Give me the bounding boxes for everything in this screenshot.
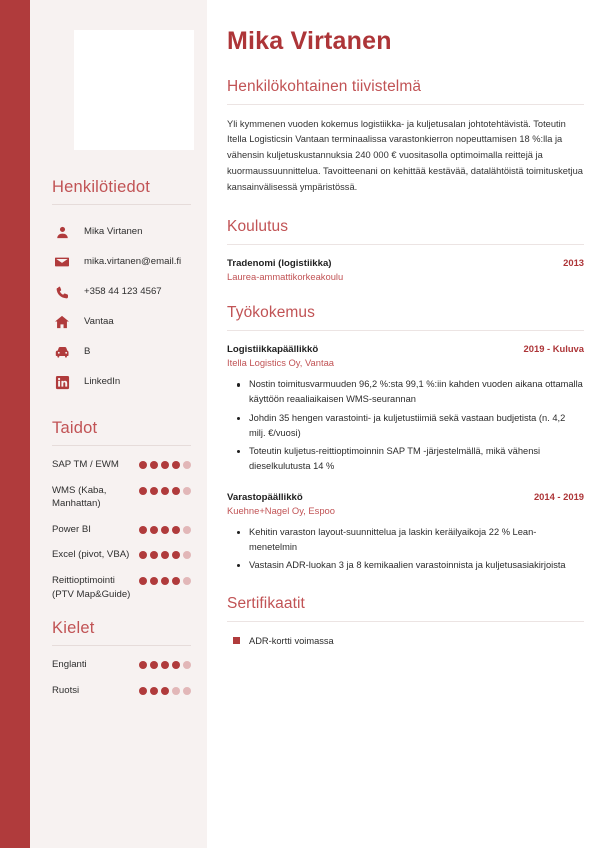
person-icon xyxy=(52,223,72,241)
skill-item-label: Excel (pivot, VBA) xyxy=(52,549,130,561)
skills-heading: Taidot xyxy=(52,419,98,437)
education-entry-header xyxy=(227,257,584,269)
page-title: Mika Virtanen xyxy=(227,27,392,55)
contact-list xyxy=(46,217,193,397)
education-heading: Koulutus xyxy=(227,218,289,236)
contact-value: Mika Virtanen xyxy=(84,225,143,237)
rating-dot xyxy=(139,461,147,469)
experience-heading: Työkokemus xyxy=(227,304,316,322)
experience-list xyxy=(227,343,584,572)
rating-dot xyxy=(172,487,180,495)
rating-dot xyxy=(183,687,191,695)
main-content xyxy=(207,0,600,848)
education-title: Tradenomi (logistiikka) xyxy=(227,258,332,270)
envelope-icon xyxy=(52,253,72,271)
home-icon xyxy=(52,313,72,331)
rating-dot xyxy=(183,526,191,534)
rating-dot xyxy=(172,551,180,559)
list-item: Johdin 35 hengen varastointi- ja kuljetustiimiä sekä vastaan budjetista (n. 4,2 milj. €/vuosi) xyxy=(247,411,584,441)
certificate-item: ADR-kortti voimassa xyxy=(233,634,584,649)
rating-dot xyxy=(150,487,158,495)
languages-section xyxy=(46,619,193,697)
experience-title: Varastopäällikkö xyxy=(227,491,303,503)
spacer xyxy=(227,478,584,491)
skill-item-label: Power BI xyxy=(52,523,91,535)
rating-dot xyxy=(183,461,191,469)
skill-item xyxy=(46,458,193,472)
rating-dot xyxy=(161,526,169,534)
rating-dot xyxy=(139,526,147,534)
skill-item xyxy=(46,484,193,511)
skill-item xyxy=(46,523,193,537)
rating-dot xyxy=(161,687,169,695)
skill-item xyxy=(46,548,193,562)
experience-title: Logistiikkapäällikkö xyxy=(227,344,319,356)
rating-dot xyxy=(183,551,191,559)
summary-text: Yli kymmenen vuoden kokemus logistiikka- ja kuljetusalan johtotehtävistä. Toteutin Itella Logisticsin Vantaan terminaalissa varastonkierron nopeuttamisen 18 %:lla ja vähensin kuljetuskustannuksia 240 000 € vuositasolla optimoimalla reittejä ja kuormaussuunnittelua. Tavoitteenani on kehittää kestävää, datalähtöistä toimitusketjua kansainvälisessä ympäristössä. xyxy=(227,118,583,193)
education-organization: Laurea-ammattikorkeakoulu xyxy=(227,271,344,283)
personal-details-heading: Henkilötiedot xyxy=(52,178,150,196)
rating-dot xyxy=(183,661,191,669)
language-item-label: Ruotsi xyxy=(52,684,80,696)
contact-row-linkedin[interactable] xyxy=(46,367,193,397)
skills-section xyxy=(46,419,193,601)
car-icon xyxy=(52,343,72,361)
skill-item-label: SAP TM / EWM xyxy=(52,459,119,470)
language-item-label: Englanti xyxy=(52,659,87,671)
divider xyxy=(52,445,191,446)
divider xyxy=(52,645,191,646)
divider xyxy=(52,204,191,205)
rating-dot xyxy=(150,526,158,534)
phone-icon xyxy=(52,283,72,301)
skill-item-label: Reittioptimointi (PTV Map&Guide) xyxy=(52,575,131,600)
rating-dot xyxy=(139,687,147,695)
contact-value: LinkedIn xyxy=(84,375,121,387)
experience-bullets xyxy=(227,377,584,473)
certificates-list xyxy=(227,634,584,649)
rating-dot xyxy=(172,661,180,669)
certificates-heading: Sertifikaatit xyxy=(227,594,305,612)
language-item-rating xyxy=(139,684,191,695)
skill-item xyxy=(46,574,193,601)
rating-dot xyxy=(139,577,147,585)
contact-value: +358 44 123 4567 xyxy=(84,285,162,297)
personal-details-section xyxy=(46,178,193,397)
divider xyxy=(227,244,584,245)
rating-dot xyxy=(183,577,191,585)
contact-row-email[interactable] xyxy=(46,247,193,277)
rating-dot xyxy=(161,461,169,469)
list-item: Toteutin kuljetus-reittioptimoinnin SAP TM -järjestelmällä, mikä vähensi dieselkulutusta 14 % xyxy=(247,444,584,474)
education-date: 2013 xyxy=(563,257,584,269)
education-list xyxy=(227,257,584,282)
skill-item-rating xyxy=(139,523,191,534)
rating-dot xyxy=(150,461,158,469)
left-accent-stripe xyxy=(0,0,30,848)
skill-item-rating xyxy=(139,484,191,495)
rating-dot xyxy=(150,551,158,559)
languages-heading: Kielet xyxy=(52,619,95,638)
language-item-rating xyxy=(139,658,191,669)
rating-dot xyxy=(161,551,169,559)
rating-dot xyxy=(150,661,158,669)
divider xyxy=(227,330,584,331)
profile-photo-placeholder xyxy=(74,30,194,150)
rating-dot xyxy=(139,487,147,495)
contact-value: Vantaa xyxy=(84,315,114,327)
skill-item-rating xyxy=(139,458,191,469)
education-entry xyxy=(227,257,584,282)
languages-list xyxy=(46,658,193,697)
rating-dot xyxy=(172,687,180,695)
rating-dot xyxy=(161,487,169,495)
rating-dot xyxy=(139,551,147,559)
contact-row-name xyxy=(46,217,193,247)
summary-heading: Henkilökohtainen tiivistelmä xyxy=(227,77,422,95)
contact-row-license xyxy=(46,337,193,367)
experience-date: 2014 - 2019 xyxy=(533,490,584,502)
contact-row-phone[interactable] xyxy=(46,277,193,307)
experience-entry-header xyxy=(227,491,584,503)
skill-item-rating xyxy=(139,574,191,585)
list-item: Kehitin varaston layout-suunnittelua ja laskin keräilyaikoja 22 % Lean-menetelmin xyxy=(247,525,584,555)
skill-item-label: WMS (Kaba, Manhattan) xyxy=(52,484,107,510)
experience-entry xyxy=(227,343,584,473)
language-item xyxy=(46,684,193,698)
experience-entry xyxy=(227,491,584,573)
rating-dot xyxy=(150,687,158,695)
contact-row-location xyxy=(46,307,193,337)
experience-organization: Kuehne+Nagel Oy, Espoo xyxy=(227,504,335,516)
experience-date: 2019 - Kuluva xyxy=(523,343,584,355)
rating-dot xyxy=(172,526,180,534)
list-item: Nostin toimitusvarmuuden 96,2 %:sta 99,1 %:iin kahden vuoden aikana ottamalla käyttöön reaaliaikaisen WMS-seurannan xyxy=(247,377,584,407)
experience-bullets xyxy=(227,525,584,573)
linkedin-icon xyxy=(52,373,72,391)
rating-dot xyxy=(139,661,147,669)
rating-dot xyxy=(172,461,180,469)
rating-dot xyxy=(161,661,169,669)
skills-list xyxy=(46,458,193,601)
divider xyxy=(227,104,584,105)
rating-dot xyxy=(183,487,191,495)
rating-dot xyxy=(150,577,158,585)
divider xyxy=(227,621,584,622)
rating-dot xyxy=(161,577,169,585)
sidebar xyxy=(30,0,207,848)
experience-entry-header xyxy=(227,343,584,355)
language-item xyxy=(46,658,193,672)
skill-item-rating xyxy=(139,548,191,559)
contact-value: mika.virtanen@email.fi xyxy=(84,255,182,267)
rating-dot xyxy=(172,577,180,585)
experience-organization: Itella Logistics Oy, Vantaa xyxy=(227,357,334,369)
contact-value: B xyxy=(84,345,91,357)
list-item: Vastasin ADR-luokan 3 ja 8 kemikaalien varastoinnista ja kuljetusasiakirjoista xyxy=(247,558,584,573)
